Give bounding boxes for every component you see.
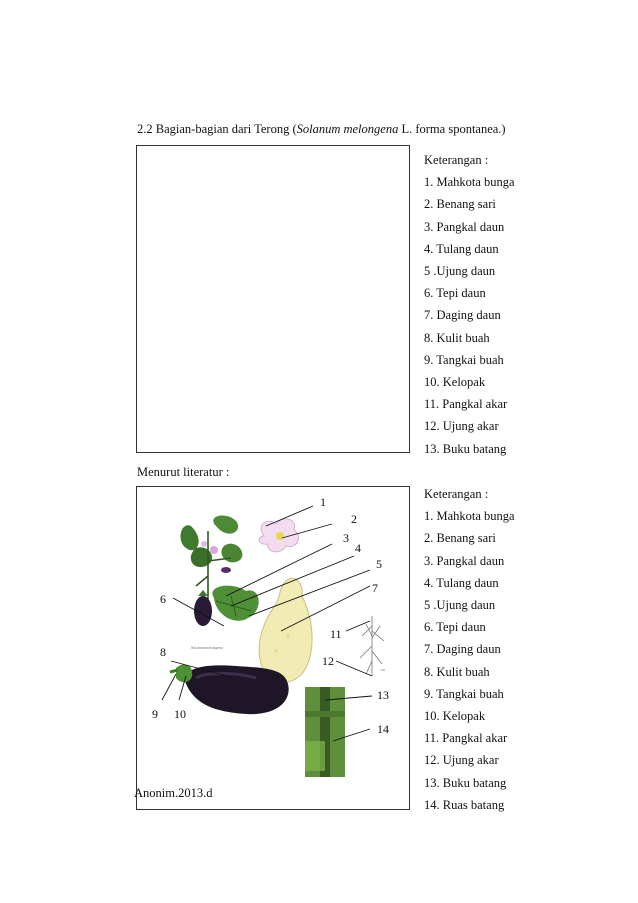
legend-item: 6. Tepi daun	[424, 286, 486, 301]
legend-item: 1. Mahkota bunga	[424, 509, 515, 524]
legend-item: 4. Tulang daun	[424, 241, 499, 256]
label-2: 2	[351, 512, 357, 526]
legend-title: Keterangan :	[424, 153, 489, 167]
legend-item: 12. Ujung akar	[424, 753, 499, 768]
legend-item: 1. Mahkota bunga	[424, 175, 515, 190]
label-4: 4	[355, 541, 361, 555]
legend-item: 14. Ruas batang	[424, 797, 505, 812]
legend-item: 10. Kelopak	[424, 375, 486, 390]
figure-caption: Solanummelongena	[191, 645, 223, 650]
legend-item: 2. Benang sari	[424, 531, 496, 546]
svg-text:cm: cm	[380, 667, 385, 672]
label-3: 3	[343, 531, 349, 545]
label-7: 7	[372, 581, 378, 595]
label-11: 11	[330, 627, 342, 641]
label-12: 12	[322, 654, 334, 668]
species-name: Solanum melongena	[296, 122, 399, 136]
large-eggplant	[170, 665, 289, 715]
label-13: 13	[377, 688, 389, 702]
legend-item: 11. Pangkal akar	[424, 397, 508, 412]
legend-item: 10. Kelopak	[424, 709, 486, 724]
label-9: 9	[152, 707, 158, 721]
legend-item: 3. Pangkal daun	[424, 553, 505, 568]
label-8: 8	[160, 645, 166, 659]
legend-item: 5 .Ujung daun	[424, 598, 496, 613]
label-14: 14	[377, 722, 389, 736]
legend-item: 2. Benang sari	[424, 197, 496, 212]
legend-item: 13. Buku batang	[424, 441, 507, 456]
heading-suffix: L. forma spontanea.)	[398, 122, 506, 136]
label-10: 10	[174, 707, 186, 721]
legend-title: Keterangan :	[424, 487, 489, 501]
legend-item: 9. Tangkai buah	[424, 352, 504, 367]
legend-observation	[424, 149, 515, 460]
label-6: 6	[160, 592, 166, 606]
cut-eggplant	[259, 578, 312, 682]
legend-item: 7. Daging daun	[424, 642, 501, 657]
literatur-label: Menurut literatur :	[137, 465, 230, 479]
legend-item: 13. Buku batang	[424, 775, 507, 790]
eggplant-illustration	[136, 486, 408, 808]
legend-item: 7. Daging daun	[424, 308, 501, 323]
legend-item: 8. Kulit buah	[424, 330, 490, 345]
legend-item: 4. Tulang daun	[424, 575, 499, 590]
label-1: 1	[320, 495, 326, 509]
empty-photo-box	[136, 145, 410, 453]
legend-item: 11. Pangkal akar	[424, 731, 508, 746]
source-citation: Anonim.2013.d	[134, 786, 213, 800]
legend-item: 3. Pangkal daun	[424, 219, 505, 234]
legend-literature	[424, 483, 515, 816]
legend-item: 8. Kulit buah	[424, 664, 490, 679]
legend-item: 5 .Ujung daun	[424, 264, 496, 279]
heading-prefix: 2.2 Bagian-bagian dari Terong (	[137, 122, 297, 136]
stem-photo	[305, 687, 345, 777]
section-heading	[137, 122, 506, 137]
legend-item: 12. Ujung akar	[424, 419, 499, 434]
legend-item: 6. Tepi daun	[424, 620, 486, 635]
label-5: 5	[376, 557, 382, 571]
legend-item: 9. Tangkai buah	[424, 686, 504, 701]
